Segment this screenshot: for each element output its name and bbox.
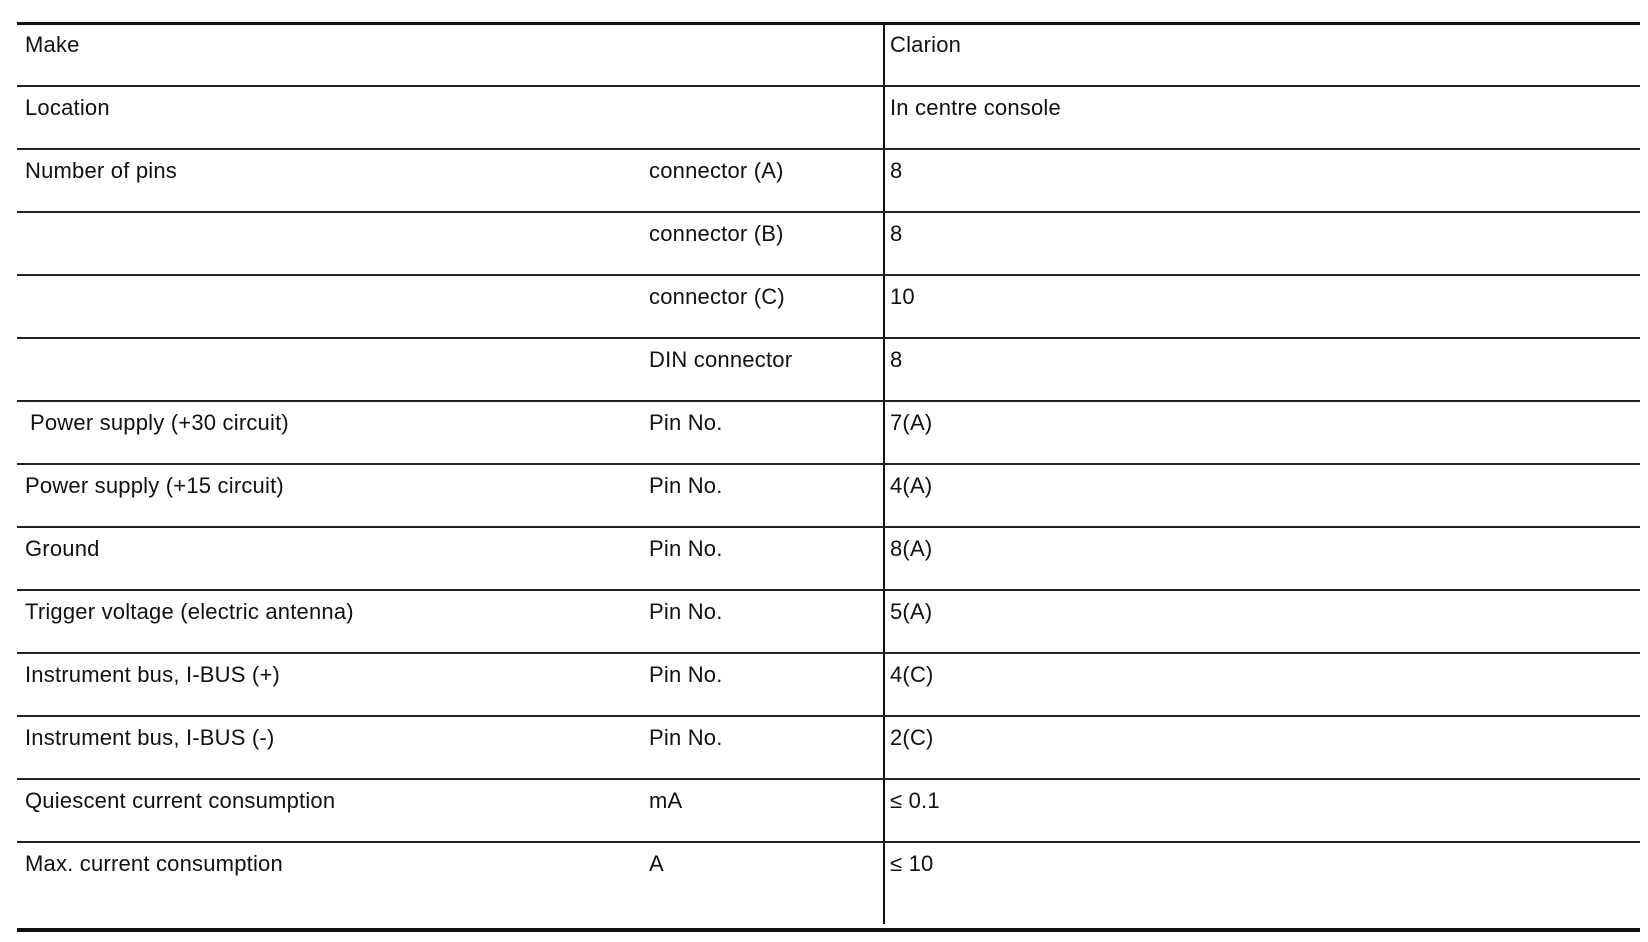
param-label: Instrument bus, I-BUS (+) <box>25 662 281 687</box>
table-row <box>17 85 1640 149</box>
unit-label: A <box>649 851 664 876</box>
value-cell: 10 <box>890 284 915 309</box>
row-divider <box>17 400 1640 402</box>
value-cell: 4(C) <box>890 662 934 687</box>
table-row <box>17 22 1640 86</box>
unit-label: Pin No. <box>649 662 723 687</box>
value-cell: 4(A) <box>890 473 933 498</box>
specification-table <box>17 22 1640 932</box>
unit-label: mA <box>649 788 683 813</box>
table-row <box>17 652 1640 716</box>
table-row <box>17 841 1640 905</box>
param-label: Location <box>25 95 110 120</box>
value-cell: ≤ 0.1 <box>890 788 940 813</box>
unit-label: Pin No. <box>649 725 723 750</box>
table-row <box>17 778 1640 842</box>
value-cell: 8 <box>890 347 903 372</box>
row-divider <box>17 526 1640 528</box>
param-label: Number of pins <box>25 158 177 183</box>
param-label: Instrument bus, I-BUS (-) <box>25 725 275 750</box>
value-cell: Clarion <box>890 32 962 57</box>
value-cell: 8 <box>890 221 903 246</box>
row-divider <box>17 274 1640 276</box>
param-label: Power supply (+15 circuit) <box>25 473 284 498</box>
row-divider <box>17 211 1640 213</box>
table-row <box>17 148 1640 212</box>
value-cell: ≤ 10 <box>890 851 934 876</box>
unit-label: connector (A) <box>649 158 784 183</box>
unit-label: DIN connector <box>649 347 793 372</box>
value-cell: 8 <box>890 158 903 183</box>
value-cell: 5(A) <box>890 599 933 624</box>
table-row <box>17 400 1640 464</box>
table-row <box>17 211 1640 275</box>
row-divider <box>17 652 1640 654</box>
table-row <box>17 589 1640 653</box>
row-divider <box>17 85 1640 87</box>
value-cell: 8(A) <box>890 536 933 561</box>
param-label: Max. current consumption <box>25 851 283 876</box>
param-label: Make <box>25 32 80 57</box>
value-cell: In centre console <box>890 95 1061 120</box>
param-label: Power supply (+30 circuit) <box>30 410 289 435</box>
row-divider <box>17 778 1640 780</box>
value-cell: 7(A) <box>890 410 933 435</box>
value-cell: 2(C) <box>890 725 934 750</box>
table-row <box>17 337 1640 401</box>
table-row <box>17 274 1640 338</box>
table-row <box>17 715 1640 779</box>
unit-label: Pin No. <box>649 536 723 561</box>
row-divider <box>17 589 1640 591</box>
param-label: Trigger voltage (electric antenna) <box>25 599 354 624</box>
table-row <box>17 526 1640 590</box>
param-label: Ground <box>25 536 100 561</box>
unit-label: Pin No. <box>649 410 723 435</box>
unit-label: Pin No. <box>649 599 723 624</box>
row-divider <box>17 463 1640 465</box>
unit-label: connector (B) <box>649 221 784 246</box>
row-divider <box>17 148 1640 150</box>
param-label: Quiescent current consumption <box>25 788 336 813</box>
table-row <box>17 463 1640 527</box>
table-bottom-rule <box>17 928 1640 932</box>
unit-label: Pin No. <box>649 473 723 498</box>
row-divider <box>17 841 1640 843</box>
unit-label: connector (C) <box>649 284 785 309</box>
row-divider <box>17 715 1640 717</box>
row-divider <box>17 337 1640 339</box>
